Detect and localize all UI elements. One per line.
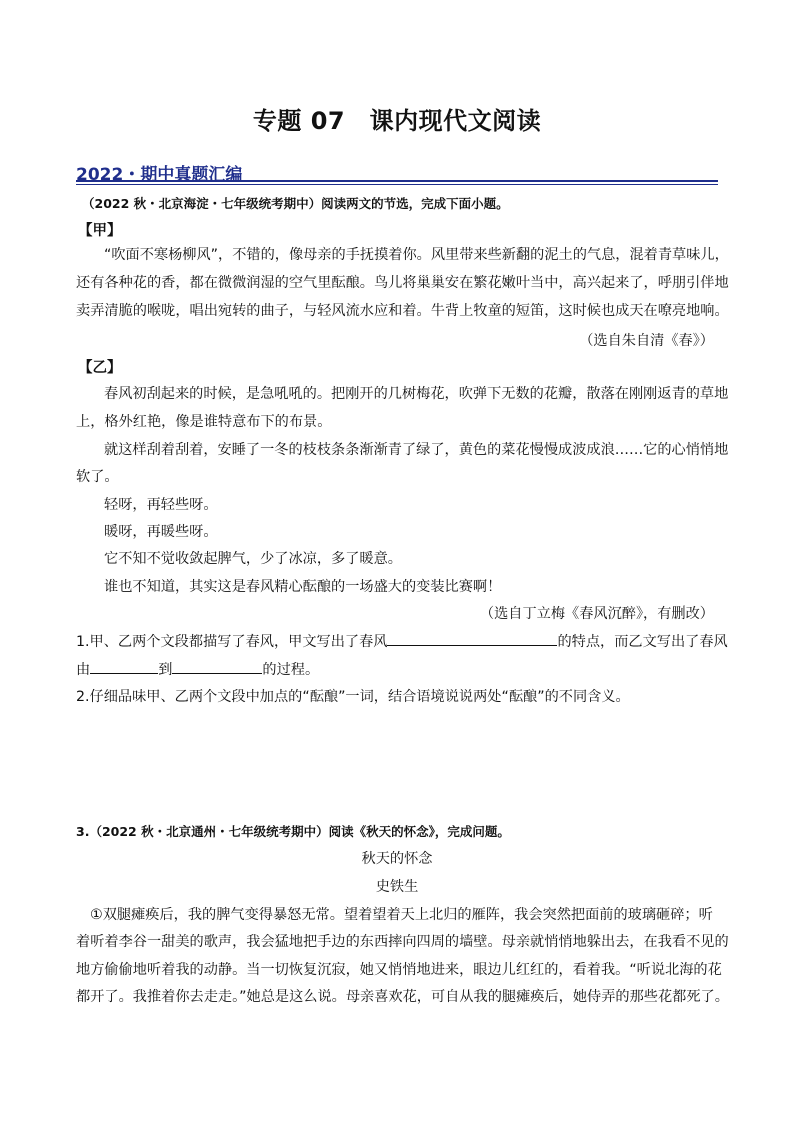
passage-jia-source: （选自朱自清《春》）	[579, 333, 714, 349]
question-2: 2.仔细品味甲、乙两个文段中加点的“酝酿”一词，结合语境说说两处“酝酿”的不同含义。	[76, 689, 630, 705]
passage-yi-line: 它不知不觉收敛起脾气，少了冰凉，多了暖意。	[104, 551, 402, 567]
question-1-text: 1.甲、乙两个文段都描写了春风，甲文写出了春风	[76, 634, 388, 650]
passage-yi-line: 谁也不知道，其实这是春风精心酝酿的一场盛大的变装比赛啊！	[104, 579, 502, 595]
question-1-line-1	[76, 631, 728, 651]
passage-yi-source: （选自丁立梅《春风沉醉》，有删改）	[479, 606, 714, 622]
passage-yi-line: 软了。	[76, 469, 119, 485]
passage-yi-line: 轻呀，再轻些呀。	[104, 497, 218, 513]
question-1-source: （2022 秋・北京海淀・七年级统考期中）阅读两文的节选，完成下面小题。	[82, 196, 509, 211]
passage-yi-line: 上，格外红艳，像是谁特意布下的布景。	[76, 414, 332, 430]
passage-yi-line: 暖呀，再暖些呀。	[104, 524, 218, 540]
section-divider	[76, 180, 718, 182]
passage-jia-line: “吹面不寒杨柳风”，不错的，像母亲的手抚摸着你。风里带来些新翻的泥土的气息，混着青草味儿，	[104, 247, 729, 263]
passage-jia-label: 【甲】	[78, 223, 122, 239]
page-title: 专题 07 课内现代文阅读	[252, 107, 542, 135]
question-1-text: 的过程。	[262, 662, 320, 678]
passage-jia-line: 卖弄清脆的喉咙，唱出宛转的曲子，与轻风流水应和着。牛背上牧童的短笛，这时候也成天在嘹亮地响。	[76, 303, 729, 319]
answer-blank-2[interactable]	[90, 659, 158, 674]
section-divider-thin	[76, 184, 718, 185]
question-1-line-2	[76, 659, 319, 679]
question-3-source: 3.（2022 秋・北京通州・七年级统考期中）阅读《秋天的怀念》，完成问题。	[76, 824, 510, 839]
passage-yi-label: 【乙】	[78, 360, 122, 376]
passage-yi-line: 春风初刮起来的时候，是急吼吼的。把刚开的几树梅花，吹弹下无数的花瓣，散落在刚刚返青的草地	[104, 386, 729, 402]
passage-line: ①双腿瘫痪后，我的脾气变得暴怒无常。望着望着天上北归的雁阵，我会突然把面前的玻璃砸碎；听	[90, 907, 713, 923]
passage-author: 史铁生	[375, 879, 419, 895]
passage-line: 都开了。我推着你去走走。”她总是这么说。母亲喜欢花，可自从我的腿瘫痪后，她侍弄的那些花都死了。	[76, 989, 729, 1005]
passage-yi-line: 就这样刮着刮着，安睡了一冬的枝枝条条渐渐青了绿了，黄色的菜花慢慢成波成浪……它的心悄悄地	[104, 442, 729, 458]
passage-line: 着听着李谷一甜美的歌声，我会猛地把手边的东西摔向四周的墙壁。母亲就悄悄地躲出去，在我看不见的	[76, 934, 729, 950]
question-1-text: 由	[76, 662, 91, 678]
question-1-text: 到	[158, 662, 173, 678]
passage-title: 秋天的怀念	[361, 851, 433, 867]
question-1-text: 的特点，而乙文写出了春风	[557, 634, 728, 650]
passage-jia-line: 还有各种花的香，都在微微润湿的空气里酝酿。鸟儿将巢巢安在繁花嫩叶当中，高兴起来了，呼朋引伴地	[76, 275, 729, 291]
passage-line: 地方偷偷地听着我的动静。当一切恢复沉寂，她又悄悄地进来，眼边儿红红的，看着我。“听说北海的花	[76, 962, 722, 978]
section-header: 2022・期中真题汇编	[76, 165, 243, 185]
answer-blank-3[interactable]	[172, 659, 262, 674]
answer-blank-1[interactable]	[387, 631, 557, 646]
